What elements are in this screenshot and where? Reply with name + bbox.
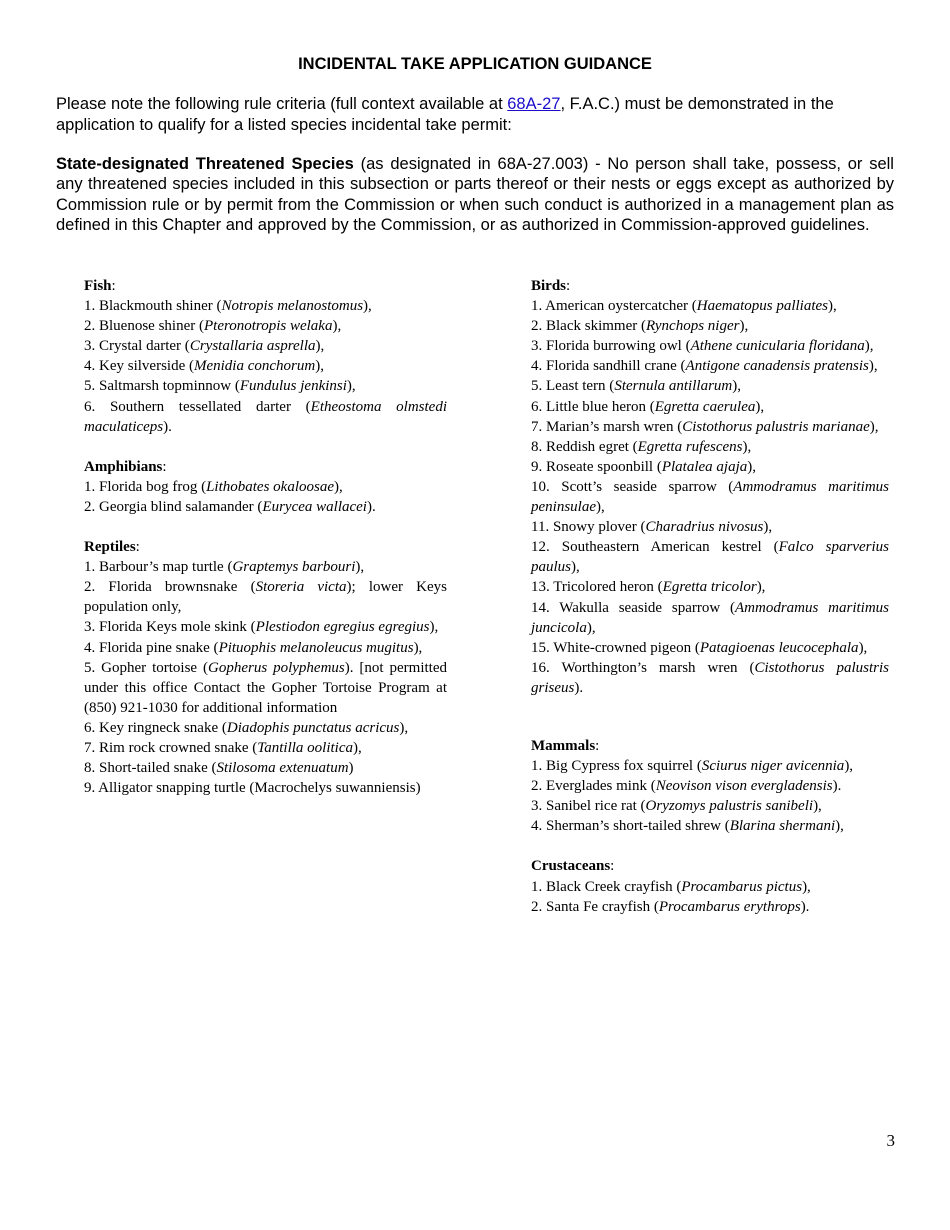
intro-text-before: Please note the following rule criteria (full context available at xyxy=(56,95,508,113)
species-item: 2. Bluenose shiner (Pteronotropis welaka), xyxy=(84,318,342,335)
species-item: 16. Worthington’s marsh wren (Cistothorus palustris griseus). xyxy=(531,659,889,696)
scientific-name: Diadophis punctatus acricus xyxy=(226,719,400,736)
scientific-name: Stilosoma extenuatum xyxy=(216,760,349,777)
scientific-name: Egretta caerulea xyxy=(654,398,756,415)
species-item: 1. Barbour’s map turtle (Graptemys barbouri), xyxy=(84,559,365,576)
right-column xyxy=(531,276,889,917)
species-item: 5. Saltmarsh topminnow (Fundulus jenkinsi), xyxy=(84,378,356,395)
species-item: 8. Reddish egret (Egretta rufescens), xyxy=(531,438,752,455)
fish-heading: Fish: xyxy=(84,278,116,294)
scientific-name: Procambarus pictus xyxy=(681,878,803,895)
species-item: 5. Least tern (Sternula antillarum), xyxy=(531,378,741,395)
species-item: 4. Florida sandhill crane (Antigone canadensis pratensis), xyxy=(531,358,878,375)
scientific-name: Cistothorus palustris marianae xyxy=(682,418,870,435)
scientific-name: Antigone canadensis pratensis xyxy=(685,358,869,375)
species-item: 11. Snowy plover (Charadrius nivosus), xyxy=(531,519,773,536)
scientific-name: Pituophis melanoleucus mugitus xyxy=(218,639,414,656)
crustaceans-heading: Crustaceans: xyxy=(531,858,615,875)
species-item: 8. Short-tailed snake (Stilosoma extenuatum) xyxy=(84,760,354,777)
species-item: 4. Sherman’s short-tailed shrew (Blarina shermani), xyxy=(531,818,844,835)
scientific-name: Crystallaria asprella xyxy=(189,338,316,355)
scientific-name: Fundulus jenkinsi xyxy=(239,378,347,395)
crustaceans-section xyxy=(531,856,889,916)
scientific-name: Sciurus niger avicennia xyxy=(701,758,845,775)
species-item: 6. Little blue heron (Egretta caerulea), xyxy=(531,398,765,415)
scientific-name: Neovison vison evergladensis xyxy=(655,778,833,795)
intro-paragraph xyxy=(56,94,896,136)
species-item: 1. American oystercatcher (Haematopus palliates), xyxy=(531,298,837,315)
scientific-name: Patagioenas leucocephala xyxy=(699,639,859,656)
species-item: 9. Alligator snapping turtle (Macrochelys suwanniensis) xyxy=(84,780,421,797)
species-item: 7. Rim rock crowned snake (Tantilla oolitica), xyxy=(84,739,362,756)
scientific-name: Plestiodon egregius egregius xyxy=(255,619,430,636)
scientific-name: Gopherus polyphemus xyxy=(208,659,345,676)
scientific-name: Blarina shermani xyxy=(729,818,836,835)
scientific-name: Ammodramus maritimus juncicola xyxy=(531,599,889,636)
scientific-name: Storeria victa xyxy=(255,579,347,596)
scientific-name: Falco sparverius paulus xyxy=(531,539,889,576)
species-item: 1. Big Cypress fox squirrel (Sciurus niger avicennia), xyxy=(531,758,854,775)
species-item: 4. Key silverside (Menidia conchorum), xyxy=(84,358,324,375)
mammals-heading: Mammals: xyxy=(531,737,600,754)
scientific-name: Pteronotropis welaka xyxy=(203,318,333,335)
reptiles-section xyxy=(84,537,447,798)
scientific-name: Graptemys barbouri xyxy=(232,559,356,576)
scientific-name: Platalea ajaja xyxy=(661,458,748,475)
birds-section xyxy=(531,276,889,698)
scientific-name: Egretta rufescens xyxy=(637,438,743,455)
species-item: 13. Tricolored heron (Egretta tricolor), xyxy=(531,579,766,596)
scientific-name: Haematopus palliates xyxy=(696,298,829,315)
species-item: 2. Florida brownsnake (Storeria victa); lower Keys population only, xyxy=(84,579,447,616)
species-item: 12. Southeastern American kestrel (Falco sparverius paulus), xyxy=(531,539,889,576)
scientific-name: Egretta tricolor xyxy=(662,579,757,596)
threatened-text: (as designated in 68A-27.003) - No person shall take, possess, or sell any threatened species included in this subsection or parts thereof or their nests or eggs except as authorized by Commission rule or by permit from the Commission or when such conduct is authorized in a management plan as defined in this Chapter and approved by the Commission, or as authorized in Commission-approved guidelines. xyxy=(56,155,894,235)
page-title: INCIDENTAL TAKE APPLICATION GUIDANCE xyxy=(298,55,652,73)
scientific-name: Notropis melanostomus xyxy=(221,298,364,315)
mammals-section xyxy=(531,736,889,836)
species-item: 1. Florida bog frog (Lithobates okaloosae), xyxy=(84,478,343,495)
species-item: 3. Florida burrowing owl (Athene cunicularia floridana), xyxy=(531,338,874,355)
species-item: 10. Scott’s seaside sparrow (Ammodramus maritimus peninsulae), xyxy=(531,478,889,516)
scientific-name: Oryzomys palustris sanibeli xyxy=(645,798,814,815)
page-number: 3 xyxy=(886,1131,895,1150)
species-item: 3. Sanibel rice rat (Oryzomys palustris sanibeli), xyxy=(531,798,822,815)
species-item: 6. Southern tessellated darter (Etheostoma olmstedi maculaticeps). xyxy=(84,398,448,435)
scientific-name: Charadrius nivosus xyxy=(645,519,764,536)
scientific-name: Tantilla oolitica xyxy=(257,739,354,756)
scientific-name: Eurycea wallacei xyxy=(262,498,367,515)
scientific-name: Sternula antillarum xyxy=(614,378,733,395)
scientific-name: Ammodramus maritimus peninsulae xyxy=(531,478,889,516)
species-item: 2. Everglades mink (Neovison vison evergladensis). xyxy=(531,778,842,795)
species-item: 1. Blackmouth shiner (Notropis melanostomus), xyxy=(84,298,372,315)
rule-link-68a-27[interactable]: 68A-27 xyxy=(507,95,561,113)
scientific-name: Rynchops niger xyxy=(645,318,740,335)
birds-heading: Birds: xyxy=(531,278,571,294)
threatened-species-paragraph xyxy=(56,154,894,236)
threatened-label: State-designated Threatened Species xyxy=(56,155,354,173)
species-item: 1. Black Creek crayfish (Procambarus pictus), xyxy=(531,878,811,895)
scientific-name: Athene cunicularia floridana xyxy=(690,338,865,355)
scientific-name: Cistothorus palustris griseus xyxy=(531,659,889,696)
species-item: 2. Georgia blind salamander (Eurycea wallacei). xyxy=(84,498,376,515)
species-item: 15. White-crowned pigeon (Patagioenas leucocephala), xyxy=(531,639,868,656)
species-item: 5. Gopher tortoise (Gopherus polyphemus). [not permitted under this office Contact the Gopher Tortoise Program at (850) 921-1030 for additional information xyxy=(84,659,447,716)
species-item: 3. Crystal darter (Crystallaria asprella), xyxy=(84,338,325,355)
scientific-name: Menidia conchorum xyxy=(193,358,316,375)
species-item: 6. Key ringneck snake (Diadophis punctatus acricus), xyxy=(84,719,409,736)
species-item: 9. Roseate spoonbill (Platalea ajaja), xyxy=(531,458,756,475)
scientific-name: Lithobates okaloosae xyxy=(206,478,334,495)
intro-text-after: , F.A.C.) must be demonstrated in the application to qualify for a listed species incidental take permit: xyxy=(56,95,834,134)
amphibians-section xyxy=(84,457,447,517)
species-item: 4. Florida pine snake (Pituophis melanoleucus mugitus), xyxy=(84,639,423,656)
species-item: 2. Santa Fe crayfish (Procambarus erythrops). xyxy=(531,898,810,915)
species-item: 2. Black skimmer (Rynchops niger), xyxy=(531,318,749,335)
species-item: 3. Florida Keys mole skink (Plestiodon egregius egregius), xyxy=(84,619,439,636)
reptiles-heading: Reptiles: xyxy=(84,539,140,556)
scientific-name: Procambarus erythrops xyxy=(658,898,801,915)
species-item: 7. Marian’s marsh wren (Cistothorus palustris marianae), xyxy=(531,418,879,435)
species-item: 14. Wakulla seaside sparrow (Ammodramus maritimus juncicola), xyxy=(531,599,889,636)
amphibians-heading: Amphibians: xyxy=(84,458,167,475)
fish-section xyxy=(84,276,447,437)
left-column xyxy=(84,276,447,798)
scientific-name: Etheostoma olmstedi maculaticeps xyxy=(84,398,448,435)
